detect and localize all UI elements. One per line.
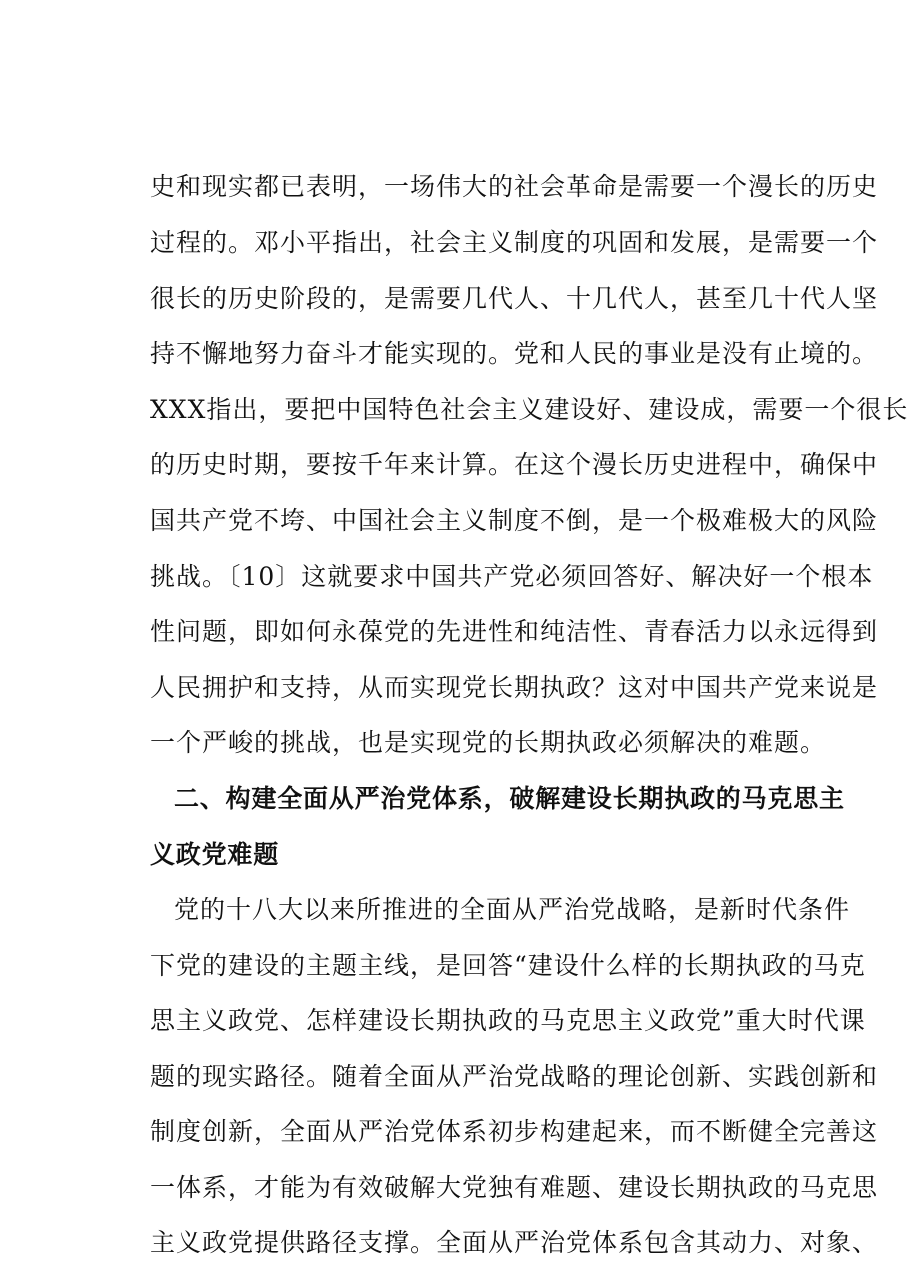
paragraph-2-line: 主义政党提供路径支撑。全面从严治党体系包含其动力、对象、 bbox=[150, 1228, 879, 1257]
paragraph-2-line: 下党的建设的主题主线，是回答“建设什么样的长期执政的马克 bbox=[150, 951, 866, 980]
paragraph-1-line: 性问题，即如何永葆党的先进性和纯洁性、青春活力以永远得到 bbox=[150, 617, 879, 646]
paragraph-1-line: 的历史时期，要按千年来计算。在这个漫长历史进程中，确保中 bbox=[150, 450, 879, 479]
paragraph-1-line: 挑战。〔10〕这就要求中国共产党必须回答好、解决好一个根本 bbox=[150, 562, 874, 591]
paragraph-1-line: 很长的历史阶段的，是需要几代人、十几代人，甚至几十代人坚 bbox=[150, 284, 879, 313]
paragraph-1-line: 史和现实都已表明，一场伟大的社会革命是需要一个漫长的历史 bbox=[150, 172, 879, 201]
paragraph-1-line: 国共产党不垮、中国社会主义制度不倒，是一个极难极大的风险 bbox=[150, 506, 879, 535]
paragraph-2-line: 制度创新，全面从严治党体系初步构建起来，而不断健全完善这 bbox=[150, 1117, 879, 1146]
paragraph-2-line: 一体系，才能为有效破解大党独有难题、建设长期执政的马克思 bbox=[150, 1173, 879, 1202]
paragraph-1-line: 持不懈地努力奋斗才能实现的。党和人民的事业是没有止境的。 bbox=[150, 339, 879, 368]
section-heading-line: 义政党难题 bbox=[150, 840, 280, 869]
paragraph-1-line: 一个严峻的挑战，也是实现党的长期执政必须解决的难题。 bbox=[150, 728, 827, 757]
section-heading-line: 二、构建全面从严治党体系，破解建设长期执政的马克思主 bbox=[174, 784, 845, 813]
paragraph-2-line: 党的十八大以来所推进的全面从严治党战略，是新时代条件 bbox=[174, 895, 851, 924]
paragraph-2-line: 思主义政党、怎样建设长期执政的马克思主义政党”重大时代课 bbox=[150, 1006, 866, 1035]
paragraph-1-line: 过程的。邓小平指出，社会主义制度的巩固和发展，是需要一个 bbox=[150, 228, 879, 257]
paragraph-1-line: XXX指出，要把中国特色社会主义建设好、建设成，需要一个很长 bbox=[150, 395, 909, 424]
paragraph-1-line: 人民拥护和支持，从而实现党长期执政？这对中国共产党来说是 bbox=[150, 673, 879, 702]
paragraph-2-line: 题的现实路径。随着全面从严治党战略的理论创新、实践创新和 bbox=[150, 1062, 879, 1091]
